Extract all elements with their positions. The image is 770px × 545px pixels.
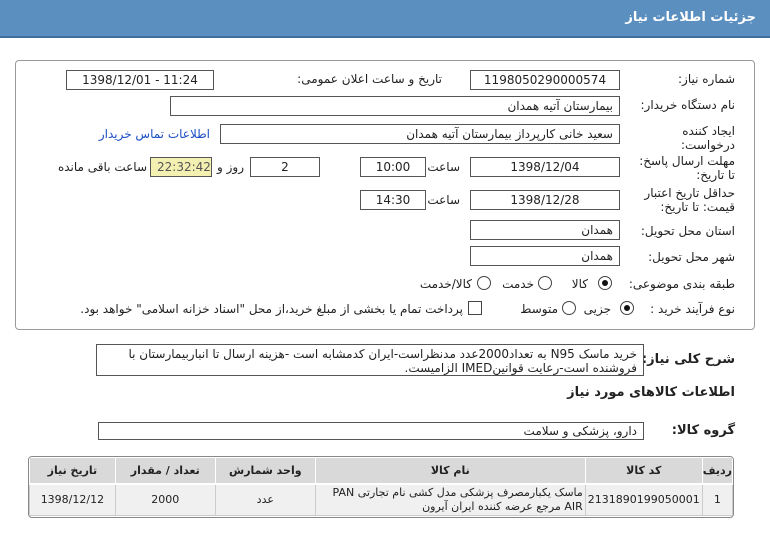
description-label: شرح کلی نیاز: <box>641 352 735 367</box>
category-service-radio[interactable] <box>538 276 552 290</box>
title-bar <box>0 0 770 38</box>
need-number-label: شماره نیاز: <box>678 72 735 86</box>
col-date: تاریخ نیاز <box>30 458 116 484</box>
goods-section-title: اطلاعات کالاهای مورد نیاز <box>567 385 735 400</box>
cell-row: 1 <box>702 484 732 516</box>
remaining-time-field: 22:32:42 <box>150 157 212 177</box>
goods-group-field[interactable]: دارو، پزشکی و سلامت <box>98 422 644 440</box>
province-label: استان محل تحویل: <box>640 224 735 238</box>
reply-time-label: ساعت <box>427 160 460 174</box>
buyer-contact-link[interactable]: اطلاعات تماس خریدار <box>98 127 210 141</box>
category-goods-service-label: کالا/خدمت <box>419 277 472 291</box>
validity-label-1: حداقل تاریخ اعتبار <box>644 186 735 200</box>
city-label: شهر محل تحویل: <box>648 250 735 264</box>
process-minor-label: جزیی <box>583 302 611 316</box>
category-service-label: خدمت <box>502 277 534 291</box>
requester-label-1: ایجاد کننده <box>682 124 735 138</box>
validity-date-field[interactable]: 1398/12/28 <box>470 190 620 210</box>
treasury-checkbox[interactable] <box>468 301 482 315</box>
cell-qty: 2000 <box>115 484 215 516</box>
col-code: کد کالا <box>585 458 702 484</box>
validity-time-label: ساعت <box>427 193 460 207</box>
validity-time-field[interactable]: 14:30 <box>360 190 426 210</box>
category-goods-radio[interactable] <box>598 276 612 290</box>
buyer-org-label: نام دستگاه خریدار: <box>640 98 735 112</box>
remaining-label: ساعت باقی مانده <box>57 160 147 174</box>
process-label: نوع فرآیند خرید : <box>650 302 735 316</box>
process-minor-radio[interactable] <box>620 301 634 315</box>
days-count-field[interactable]: 2 <box>250 157 320 177</box>
col-name: نام کالا <box>315 458 585 484</box>
goods-group-label: گروه کالا: <box>671 423 735 438</box>
buyer-org-field[interactable]: بیمارستان آتیه همدان <box>170 96 620 116</box>
need-number-field[interactable]: 1198050290000574 <box>470 70 620 90</box>
treasury-note: پرداخت تمام یا بخشی از مبلغ خرید،از محل "اسناد خزانه اسلامی" خواهد بود. <box>80 302 463 316</box>
col-row: ردیف <box>702 458 732 484</box>
category-goods-service-radio[interactable] <box>477 276 491 290</box>
announce-field[interactable]: 1398/12/01 - 11:24 <box>66 70 214 90</box>
description-field[interactable]: خرید ماسک N95 به تعداد2000عدد مدنظراست-ایران کدمشابه است -هزینه ارسال تا انباربیمارستان با فروشنده است-رعایت قوانینIMED الزامیست. <box>96 344 644 376</box>
process-medium-label: متوسط <box>520 302 558 316</box>
cell-code: 2131890199050001 <box>585 484 702 516</box>
col-unit: واحد شمارش <box>215 458 315 484</box>
category-goods-label: کالا <box>571 277 588 291</box>
goods-table-header <box>30 458 733 484</box>
reply-deadline-label-1: مهلت ارسال پاسخ: <box>639 154 735 168</box>
process-medium-radio[interactable] <box>562 301 576 315</box>
reply-time-field[interactable]: 10:00 <box>360 157 426 177</box>
announce-label: تاریخ و ساعت اعلان عمومی: <box>297 72 442 86</box>
table-row[interactable] <box>30 484 733 516</box>
goods-table <box>28 456 734 518</box>
reply-date-field[interactable]: 1398/12/04 <box>470 157 620 177</box>
city-field[interactable]: همدان <box>470 246 620 266</box>
cell-name: ماسک یکبارمصرف پزشکی مدل کشی نام تجارتی PAN AIR مرجع عرضه کننده ایران آیرون <box>315 484 585 516</box>
requester-field[interactable]: سعید خانی کارپرداز بیمارستان آتیه همدان <box>220 124 620 144</box>
category-label: طبقه بندی موضوعی: <box>628 277 735 291</box>
province-field[interactable]: همدان <box>470 220 620 240</box>
cell-date: 1398/12/12 <box>30 484 116 516</box>
requester-label-2: درخواست: <box>681 138 735 152</box>
reply-deadline-label-2: تا تاریخ: <box>696 168 735 182</box>
cell-unit: عدد <box>215 484 315 516</box>
validity-label-2: قیمت: تا تاریخ: <box>660 200 735 214</box>
days-label: روز و <box>217 160 244 174</box>
page-title: جزئیات اطلاعات نیاز <box>625 10 756 25</box>
col-qty: تعداد / مقدار <box>115 458 215 484</box>
